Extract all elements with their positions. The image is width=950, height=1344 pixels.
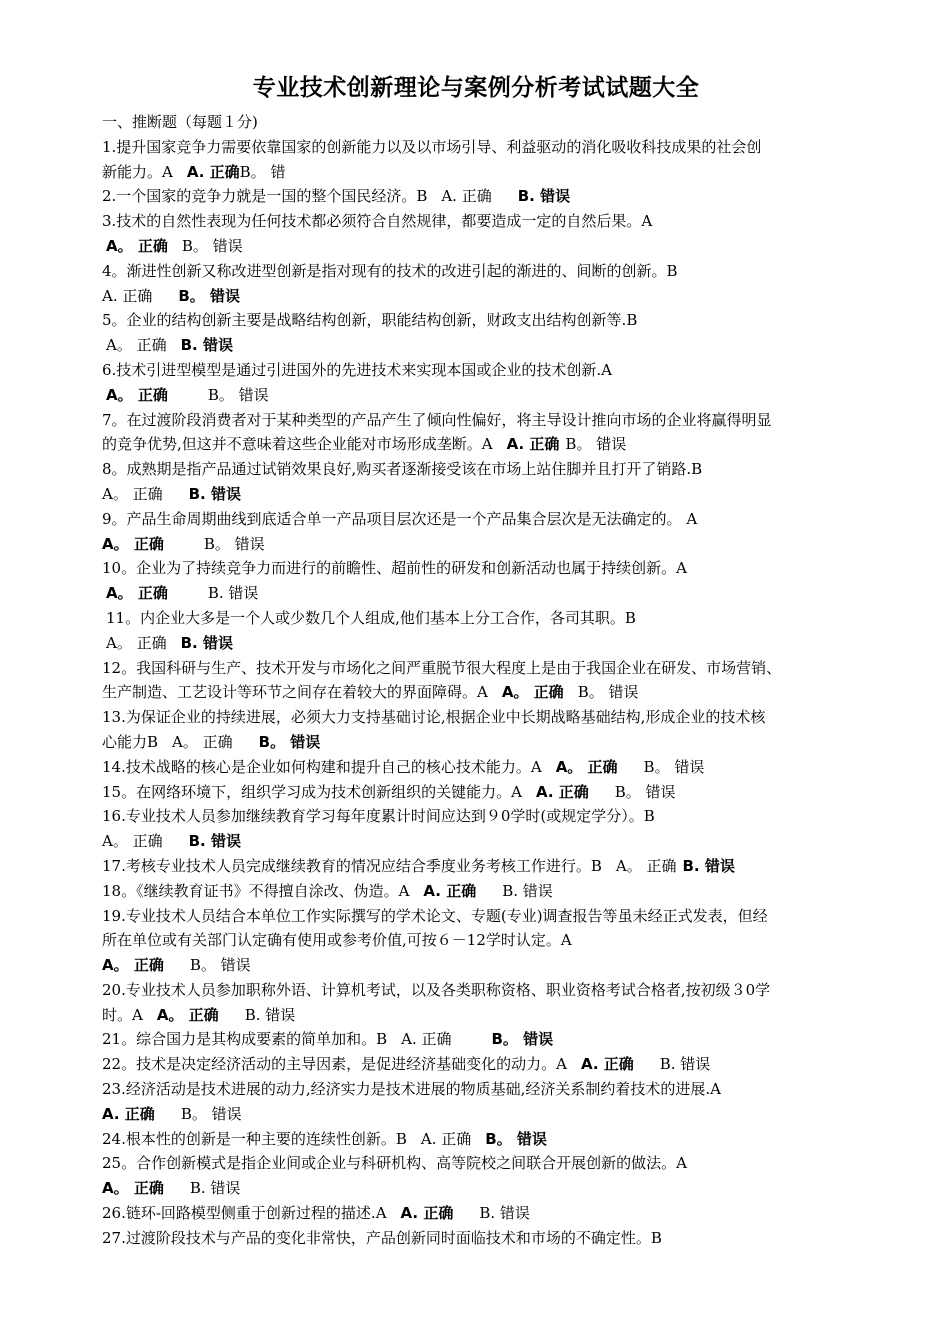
question-16-option-a: A。 正确	[102, 832, 163, 851]
question-19-text-cont: 所在单位或有关部门认定确有使用或参考价值,可按６－12学时认定。A	[102, 931, 572, 950]
question-14-text: 14.技术战略的核心是企业如何构建和提升自己的核心技术能力。A	[102, 757, 542, 776]
question-8-option-a: A。 正确	[102, 484, 163, 503]
question-15-option-b: B。 错误	[614, 782, 676, 801]
question-1-option-b: B。 错	[239, 162, 286, 181]
question-20-text-cont: 时。A	[102, 1005, 143, 1024]
question-9-line-1	[102, 507, 850, 532]
question-2-option-a: A. 正确	[441, 187, 492, 206]
question-8-options	[102, 482, 850, 507]
question-6-text: 6.技术引进型模型是通过引进国外的先进技术来实现本国或企业的技术创新.A	[102, 360, 612, 379]
question-2-option-b: B. 错误	[517, 187, 571, 206]
section-heading: 一、推断题（每题１分)	[102, 113, 258, 131]
question-19-option-b: B。 错误	[189, 956, 251, 975]
question-16-line-1	[102, 804, 850, 829]
question-8-option-b: B. 错误	[188, 484, 241, 503]
question-21	[102, 1027, 850, 1052]
question-1-option-a: A. 正确	[186, 162, 240, 181]
question-17-option-b: B. 错误	[682, 856, 735, 875]
question-19-text: 19.专业技术人员结合本单位工作实际撰写的学术论文、专题(专业)调查报告等虽未经正式发表，但经	[102, 906, 768, 925]
question-24-text: 24.根本性的创新是一种主要的连续性创新。B	[102, 1129, 407, 1148]
question-10-text: 10。企业为了持续竞争力而进行的前瞻性、超前性的研发和创新活动也属于持续创新。A	[102, 559, 687, 578]
question-7-text-cont: 的竞争优势,但这并不意味着这些企业能对市场形成垄断。A	[102, 435, 493, 454]
question-26-option-b: B. 错误	[479, 1204, 530, 1223]
question-9-options	[102, 532, 850, 557]
question-12-text: 12。我国科研与生产、技术开发与市场化之间严重脱节很大程度上是由于我国企业在研发、市场营销、	[102, 658, 782, 677]
question-20-line-2	[102, 1003, 850, 1028]
question-7-line-1	[102, 408, 850, 433]
question-12-text-cont: 生产制造、工艺设计等环节之间存在着较大的界面障碍。A	[102, 683, 488, 702]
question-13-option-b: B。 错误	[258, 732, 321, 751]
question-18-option-a: A. 正确	[423, 881, 477, 900]
question-23-options	[102, 1102, 850, 1127]
question-23-option-b: B。 错误	[180, 1104, 242, 1123]
question-12-option-b: B。 错误	[577, 683, 639, 702]
question-6-option-b: B。 错误	[207, 385, 269, 404]
question-1-text-cont: 新能力。A	[102, 162, 173, 181]
question-25-option-a: A。 正确	[102, 1179, 164, 1198]
question-13-line-1	[102, 705, 850, 730]
question-15-option-a: A. 正确	[535, 782, 589, 801]
question-13-text: 13.为保证企业的持续进展，必须大力支持基础讨论,根据企业中长期战略基础结构,形成企业的技术核	[102, 708, 766, 727]
question-13-option-a: A。 正确	[172, 732, 233, 751]
question-9-option-b: B。 错误	[203, 534, 265, 553]
question-27	[102, 1226, 850, 1251]
question-6-options	[102, 383, 850, 408]
question-3-option-a: A。 正确	[106, 236, 168, 255]
question-7-option-a: A. 正确	[506, 435, 560, 454]
question-25-text: 25。合作创新模式是指企业间或企业与科研机构、高等院校之间联合开展创新的做法。A	[102, 1154, 687, 1173]
question-9-option-a: A。 正确	[102, 534, 164, 553]
question-18	[102, 879, 850, 904]
question-19-line-2	[102, 928, 850, 953]
question-10-options	[102, 581, 850, 606]
question-3-option-b: B。 错误	[181, 236, 243, 255]
question-12-option-a: A。 正确	[501, 683, 564, 702]
question-20-line-1	[102, 978, 850, 1003]
question-11-line-1	[102, 606, 850, 631]
question-5-line-1	[102, 308, 850, 333]
page-title: 专业技术创新理论与案例分析考试试题大全	[252, 75, 700, 101]
question-19-line-1	[102, 904, 850, 929]
question-22-option-a: A. 正确	[580, 1055, 634, 1074]
question-1-line-2	[102, 160, 850, 185]
question-9-text: 9。产品生命周期曲线到底适合单一产品项目层次还是一个产品集合层次是无法确定的。 A	[102, 509, 698, 528]
question-14	[102, 755, 850, 780]
question-16-options	[102, 829, 850, 854]
question-23-option-a: A. 正确	[102, 1104, 155, 1123]
question-24-option-b: B。 错误	[485, 1129, 547, 1148]
question-16-text: 16.专业技术人员参加继续教育学习每年度累计时间应达到９0学时(或规定学分）。B	[102, 807, 655, 826]
question-17-option-a: A。 正确	[615, 856, 677, 875]
question-10-line-1	[102, 556, 850, 581]
question-3-options	[102, 234, 850, 259]
question-25-option-b: B. 错误	[189, 1179, 241, 1198]
question-15-text: 15。在网络环境下，组织学习成为技术创新组织的关键能力。A	[102, 782, 522, 801]
question-18-option-b: B. 错误	[502, 881, 553, 900]
question-22	[102, 1052, 850, 1077]
question-20-option-b: B. 错误	[244, 1005, 296, 1024]
question-12-line-1	[102, 656, 850, 681]
question-25-options	[102, 1176, 850, 1201]
question-10-option-a: A。 正确	[106, 584, 168, 603]
question-15	[102, 780, 850, 805]
question-8-line-1	[102, 457, 850, 482]
question-19-options	[102, 953, 850, 978]
question-5-option-b: B. 错误	[180, 336, 233, 355]
question-24	[102, 1127, 850, 1152]
question-17-text: 17.考核专业技术人员完成继续教育的情况应结合季度业务考核工作进行。B	[102, 856, 602, 875]
question-4-options	[102, 284, 850, 309]
question-5-options	[102, 333, 850, 358]
question-2	[102, 184, 850, 209]
question-26-text: 26.链环-回路模型侧重于创新过程的描述.A	[102, 1204, 387, 1223]
question-27-text: 27.过渡阶段技术与产品的变化非常快，产品创新同时面临技术和市场的不确定性。B	[102, 1228, 662, 1247]
question-7-text: 7。在过渡阶段消费者对于某种类型的产品产生了倾向性偏好，将主导设计推向市场的企业将赢得明显	[102, 410, 772, 429]
question-5-text: 5。企业的结构创新主要是战略结构创新，职能结构创新，财政支出结构创新等.B	[102, 311, 638, 330]
question-12-line-2	[102, 680, 850, 705]
question-6-option-a: A。 正确	[106, 385, 168, 404]
question-2-text: 2.一个国家的竞争力就是一国的整个国民经济。B	[102, 187, 428, 206]
question-13-text-cont: 心能力B	[102, 732, 159, 751]
question-10-option-b: B. 错误	[207, 584, 259, 603]
question-7-option-b: B。 错误	[565, 435, 627, 454]
question-19-option-a: A。 正确	[102, 956, 164, 975]
question-7-line-2	[102, 432, 850, 457]
question-4-line-1	[102, 259, 850, 284]
question-14-option-a: A。 正确	[555, 757, 618, 776]
question-18-text: 18。《继续教育证书》不得擅自涂改、伪造。A	[102, 881, 410, 900]
question-3-text: 3.技术的自然性表现为任何技术都必须符合自然规律，都要造成一定的自然后果。A	[102, 212, 653, 231]
question-4-text: 4。渐进性创新又称改进型创新是指对现有的技术的改进引起的渐进的、间断的创新。B	[102, 261, 678, 280]
question-26	[102, 1201, 850, 1226]
question-20-text: 20.专业技术人员参加职称外语、计算机考试，以及各类职称资格、职业资格考试合格者,按初级３0学	[102, 980, 771, 999]
question-11-option-b: B. 错误	[180, 633, 233, 652]
question-3-line-1	[102, 209, 850, 234]
question-1-line-1	[102, 135, 850, 160]
question-11-option-a: A。 正确	[106, 633, 167, 652]
question-21-text: 21。综合国力是其构成要素的简单加和。B	[102, 1030, 388, 1049]
question-20-option-a: A。 正确	[156, 1005, 219, 1024]
question-8-text: 8。成熟期是指产品通过试销效果良好,购买者逐渐接受该在市场上站住脚并且打开了销路.B	[102, 460, 703, 479]
question-16-option-b: B. 错误	[188, 832, 241, 851]
question-22-option-b: B. 错误	[659, 1055, 711, 1074]
question-21-option-b: B。 错误	[491, 1030, 554, 1049]
question-5-option-a: A。 正确	[106, 336, 167, 355]
question-21-option-a: A. 正确	[401, 1030, 452, 1049]
question-4-option-b: B。 错误	[178, 286, 241, 305]
question-26-option-a: A. 正确	[400, 1204, 454, 1223]
question-4-option-a: A. 正确	[102, 286, 153, 305]
question-24-option-a: A. 正确	[420, 1129, 472, 1148]
question-14-option-b: B。 错误	[643, 757, 705, 776]
question-13-line-2	[102, 730, 850, 755]
question-17	[102, 854, 850, 879]
question-23-text: 23.经济活动是技术进展的动力,经济实力是技术进展的物质基础,经济关系制约着技术的进展.A	[102, 1080, 721, 1099]
question-22-text: 22。技术是决定经济活动的主导因素，是促进经济基础变化的动力。A	[102, 1055, 567, 1074]
question-11-text: 11。内企业大多是一个人或少数几个人组成,他们基本上分工合作，各司其职。B	[106, 608, 636, 627]
question-25-line-1	[102, 1151, 850, 1176]
question-11-options	[102, 631, 850, 656]
question-1-text: 1.提升国家竞争力需要依靠国家的创新能力以及以市场引导、利益驱动的消化吸收科技成果的社会创	[102, 137, 762, 156]
question-6-line-1	[102, 358, 850, 383]
question-23-line-1	[102, 1077, 850, 1102]
